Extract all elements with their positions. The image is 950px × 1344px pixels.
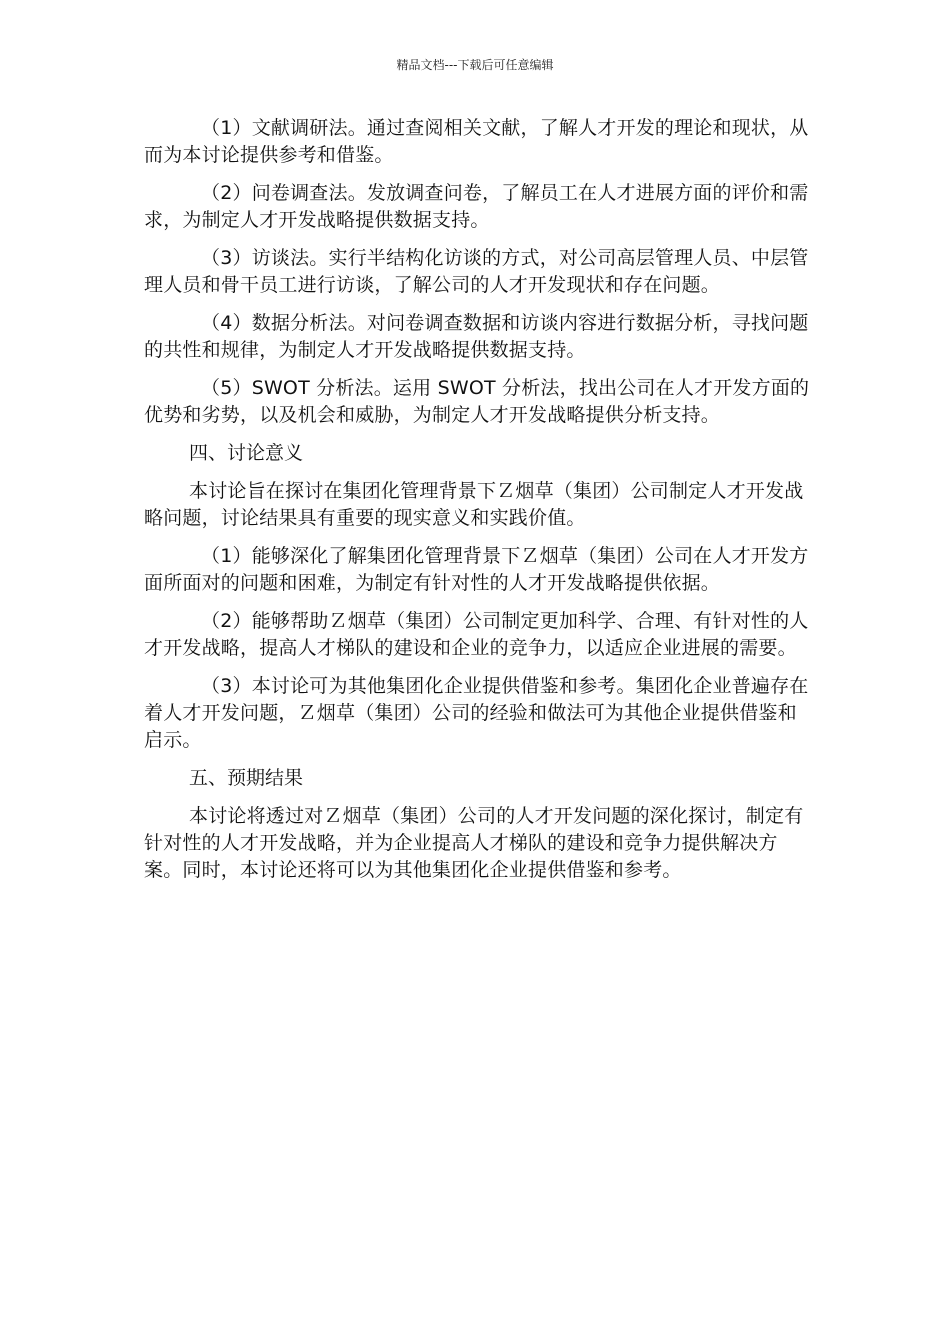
method-data-analysis: （4）数据分析法。对问卷调查数据和访谈内容进行数据分析，寻找问题的共性和规律，为制定人才开发战略提供数据支持。 [144,312,809,361]
section-heading-expected-results: 五、预期结果 [189,767,304,789]
page-header: 精品文档---下载后可任意编辑 [396,58,554,72]
method-swot: （5）SWOT 分析法。运用 SWOT 分析法，找出公司在人才开发方面的优势和劣势，以及机会和威胁，为制定人才开发战略提供分析支持。 [144,377,810,426]
significance-item-3: （3）本讨论可为其他集团化企业提供借鉴和参考。集团化企业普遍存在着人才开发问题，Ｚ烟草（集团）公司的经验和做法可为其他企业提供借鉴和启示。 [144,675,809,751]
method-interview: （3）访谈法。实行半结构化访谈的方式，对公司高层管理人员、中层管理人员和骨干员工进行访谈，了解公司的人才开发现状和存在问题。 [144,247,809,296]
significance-item-2: （2）能够帮助Ｚ烟草（集团）公司制定更加科学、合理、有针对性的人才开发战略，提高人才梯队的建设和企业的竞争力，以适应企业进展的需要。 [144,610,809,659]
document-body [144,115,812,895]
method-questionnaire: （2）问卷调查法。发放调查问卷，了解员工在人才进展方面的评价和需求，为制定人才开发战略提供数据支持。 [144,182,809,231]
expected-results-body: 本讨论将透过对Ｚ烟草（集团）公司的人才开发问题的深化探讨，制定有针对性的人才开发战略，并为企业提高人才梯队的建设和竞争力提供解决方案。同时，本讨论还将可以为其他集团化企业提供借鉴和参考。 [144,805,804,881]
significance-intro: 本讨论旨在探讨在集团化管理背景下Ｚ烟草（集团）公司制定人才开发战略问题，讨论结果具有重要的现实意义和实践价值。 [144,480,804,529]
section-heading-significance: 四、讨论意义 [189,442,304,464]
method-literature: （1）文献调研法。通过查阅相关文献，了解人才开发的理论和现状，从而为本讨论提供参考和借鉴。 [144,117,809,166]
significance-item-1: （1）能够深化了解集团化管理背景下Ｚ烟草（集团）公司在人才开发方面所面对的问题和困难，为制定有针对性的人才开发战略提供依据。 [144,545,809,594]
